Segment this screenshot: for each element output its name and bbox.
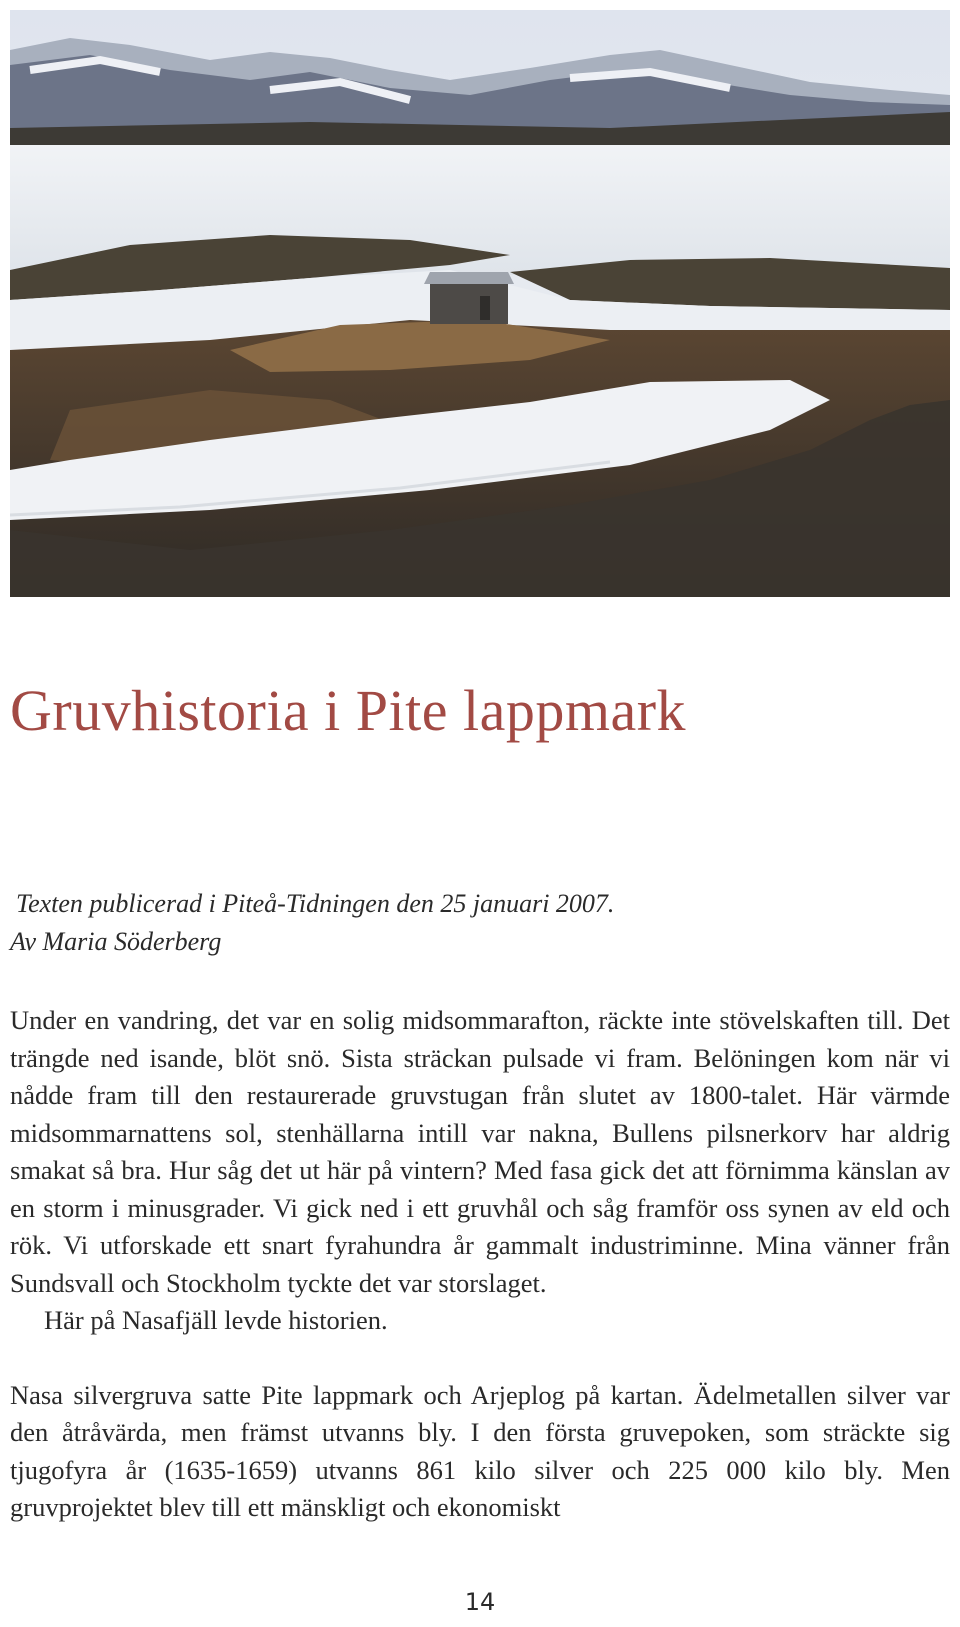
page-number: 14 — [464, 1588, 496, 1616]
article-title: Gruvhistoria i Pite lappmark — [10, 678, 687, 743]
paragraph-1: Under en vandring, det var en solig midsommarafton, räckte inte stövelskaften till. Det trängde ned isande, blöt snö. Sista sträckan pulsade vi fram. Belöningen kom när vi nådde fram till den restaurerade gruvstugan från slutet av 1800-talet. Här värmde midsommarnattens sol, stenhällarna intill var nakna, Bullens pilsnerkorv har aldrig smakat så bra. Hur såg det ut här på vintern? Med fasa gick det att förnimma känslan av en storm i minusgrader. Vi gick ned i ett gruvhål och såg framför oss synen av eld och rök. Vi utforskade ett snart fyrahundra år gammalt industriminne. Mina vänner från Sundsvall och Stockholm tyckte det var storslaget. — [10, 1005, 950, 1298]
author-line: Av Maria Söderberg — [10, 927, 222, 956]
landscape-photo — [10, 10, 950, 597]
landscape-image — [10, 10, 950, 597]
article-body — [10, 1002, 950, 1527]
publication-note: Texten publicerad i Piteå-Tidningen den 25 januari 2007. — [16, 889, 615, 918]
byline — [10, 885, 950, 961]
paragraph-2: Här på Nasafjäll levde historien. — [44, 1305, 388, 1335]
paragraph-3: Nasa silvergruva satte Pite lappmark och Arjeplog på kartan. Ädelmetallen silver var den åtråvärda, men främst utvanns bly. I den första gruvepoken, som sträckte sig tjugofyra år (1635-1659) utvanns 861 kilo silver och 225 000 kilo bly. Men gruvprojektet blev till ett mänskligt och ekonomiskt — [10, 1379, 950, 1522]
